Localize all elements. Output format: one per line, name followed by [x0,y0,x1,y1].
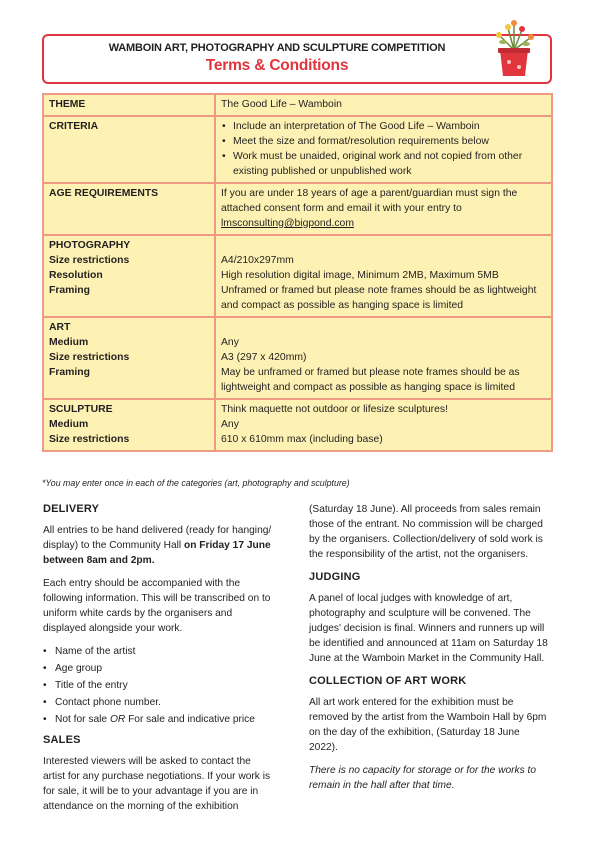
art-labels [43,317,215,399]
entry-info-list [43,644,275,727]
age-value [215,183,552,235]
photography-values [215,235,552,317]
photo-resolution-label: Resolution [49,270,103,281]
criteria-value [215,116,552,183]
photo-size-value: A4/210x297mm [221,255,294,266]
art-medium-value: Any [221,337,239,348]
art-size-label: Size restrictions [49,352,130,363]
list-item: • Work must be unaided, original work and not copied from other existing published or unpublished work [233,149,546,179]
art-medium-label: Medium [49,337,89,348]
table-row-criteria [43,116,552,183]
sculpture-values [215,399,552,451]
theme-label: THEME [43,94,215,116]
judging-heading: JUDGING [309,571,361,583]
art-framing-value: May be unframed or framed but please note frames should be as lightweight and compact as possible as hanging space is limited [221,367,520,393]
photo-framing-label: Framing [49,285,90,296]
photo-framing-value: Unframed or framed but please note frames should be as lightweight and compact as possible as hanging space is limited [221,285,537,311]
sculpture-medium-label: Medium [49,419,89,430]
age-text: If you are under 18 years of age a parent/guardian must sign the attached consent form and email it with your entry to [221,188,518,214]
table-row-theme [43,94,552,116]
entry-info-paragraph: Each entry should be accompanied with the following information. This will be transcribed on to uniform white cards by the organisers and displayed alongside your work. [43,578,271,634]
sales-paragraph-continued: (Saturday 18 June). All proceeds from sales remain those of the entrant. No commission will be charged by the organisers. Collection/delivery of sold work is the responsibility of the artist, not the organisers. [309,504,543,560]
collection-paragraph: All art work entered for the exhibition must be removed by the artist from the Wamboin Hall by 6pm on the day of the exhibition, (Saturday 18 June 2022). [309,697,547,753]
delivery-text: All entries to be hand delivered (ready for hanging/ display) to the Community Hall [43,525,272,551]
terms-heading: Terms & Conditions [205,57,349,74]
list-item: • Meet the size and format/resolution requirements below [233,134,546,149]
criteria-label: CRITERIA [43,116,215,183]
sculpture-medium-value: Any [221,419,239,430]
sculpture-intro: Think maquette not outdoor or lifesize sculptures! [221,404,448,415]
sculpture-label: SCULPTURE [49,404,113,415]
list-item: • Not for sale OR For sale and indicative price [43,712,275,727]
sculpture-size-label: Size restrictions [49,434,130,445]
left-column [43,502,275,822]
criteria-list [221,119,546,179]
art-values [215,317,552,399]
art-label: ART [49,322,71,333]
sculpture-labels [43,399,215,451]
art-framing-label: Framing [49,367,90,378]
right-column [309,502,551,801]
footnote: *You may enter once in each of the categories (art, photography and sculpture) [42,478,350,488]
sales-paragraph: Interested viewers will be asked to contact the artist for any purchase negotiations. If your work is for sale, it will be to your advantage if you are in attendance on the morning of the exhibition [43,756,271,812]
sculpture-size-value: 610 x 610mm max (including base) [221,434,383,445]
terms-table [42,93,553,452]
delivery-date: on Friday 17 June between 8am and 2pm. [43,540,271,566]
list-item: • Include an interpretation of The Good Life – Wamboin [233,119,546,134]
competition-title: WAMBOIN ART, PHOTOGRAPHY AND SCULPTURE COMPETITION [108,42,446,54]
collection-heading: COLLECTION OF ART WORK [309,675,467,687]
table-row-sculpture [43,399,552,451]
email-link[interactable]: lmsconsulting@bigpond.com [221,218,354,229]
judging-paragraph: A panel of local judges with knowledge of art, photography and sculpture will be convened. The judges' decision is final. Winners and runners up will be identified and announced at 11am on Saturday 18 June at the Wamboin Market in the Community Hall. [309,593,548,664]
table-row-art [43,317,552,399]
table-row-photography [43,235,552,317]
delivery-paragraph [43,523,275,568]
flower-pot-icon [488,20,540,82]
table-row-age [43,183,552,235]
list-item: • Contact phone number. [43,695,275,710]
photo-resolution-value: High resolution digital image, Minimum 2MB, Maximum 5MB [221,270,499,281]
theme-value: The Good Life – Wamboin [215,94,552,116]
art-size-value: A3 (297 x 420mm) [221,352,307,363]
list-item: • Title of the entry [43,678,275,693]
storage-note: There is no capacity for storage or for the works to remain in the hall after that time. [309,765,537,791]
list-item: • Age group [43,661,275,676]
photography-labels [43,235,215,317]
delivery-heading: DELIVERY [43,503,100,515]
photography-label: PHOTOGRAPHY [49,240,131,251]
photo-size-label: Size restrictions [49,255,130,266]
list-item: • Name of the artist [43,644,275,659]
age-label: AGE REQUIREMENTS [43,183,215,235]
sales-heading: SALES [43,734,81,746]
header-banner [42,34,552,84]
